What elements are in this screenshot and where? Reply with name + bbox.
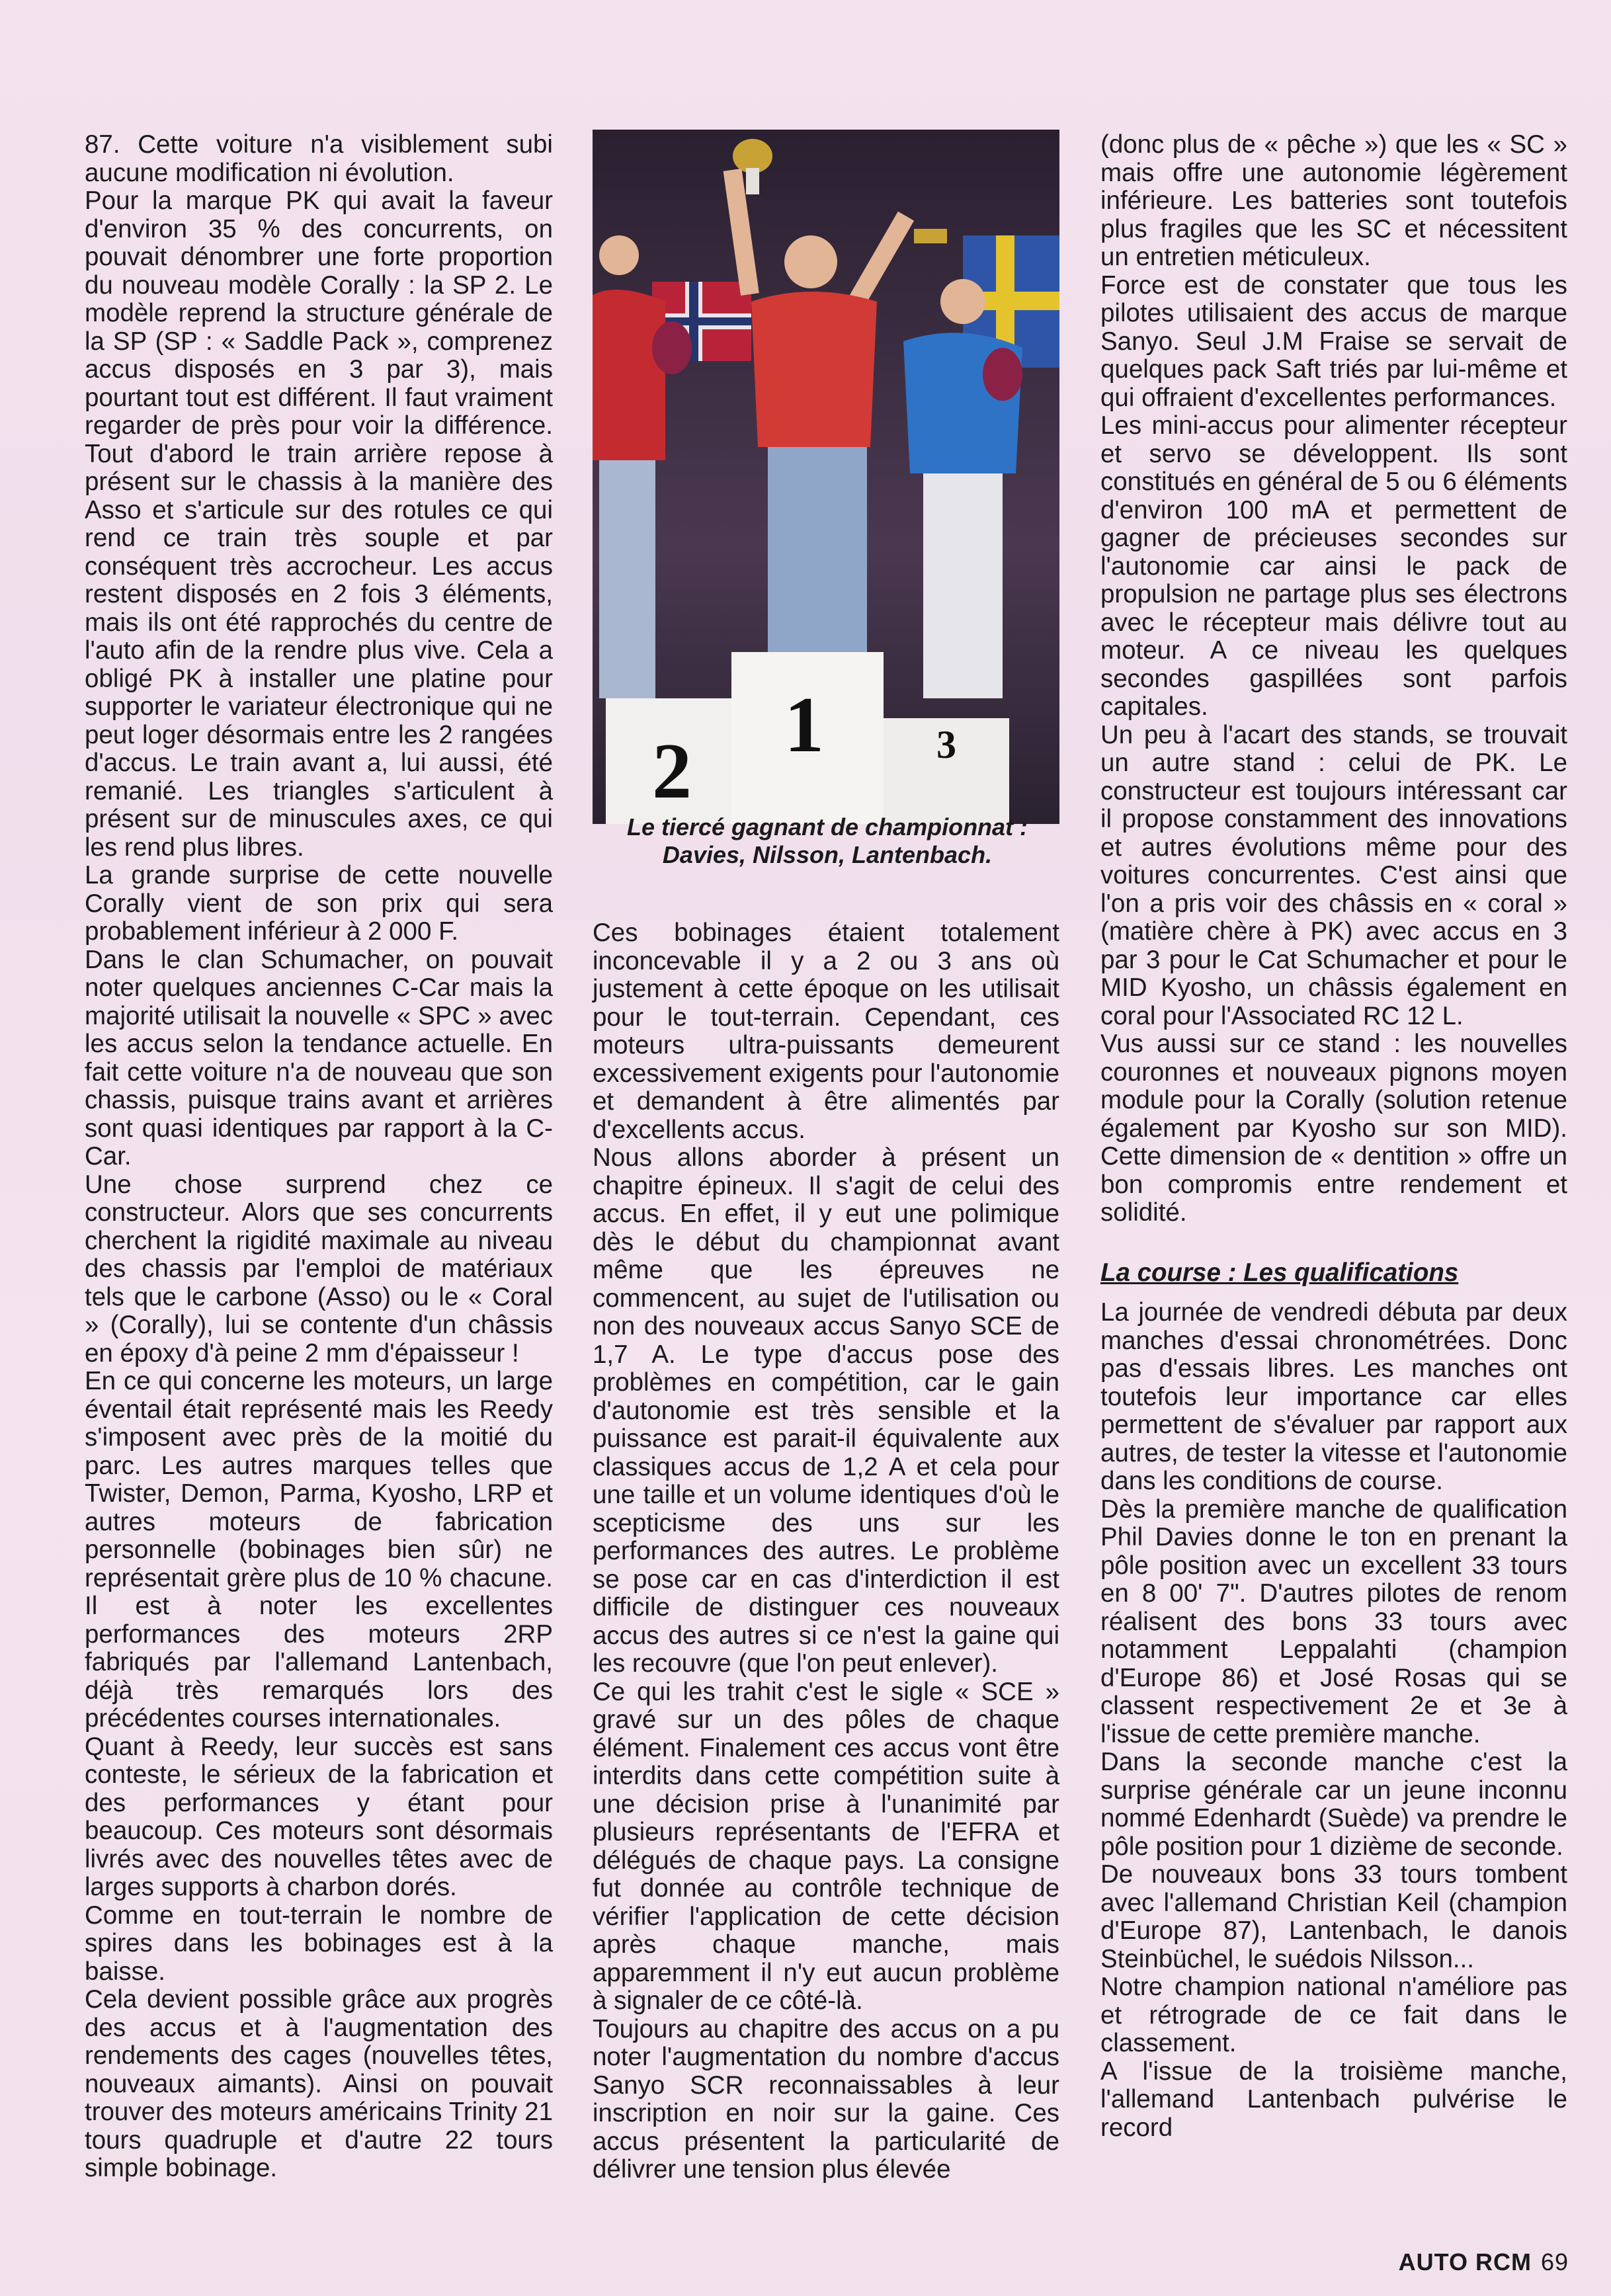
paragraph: Nous allons aborder à présent un chapitre épineux. Il s'agit de celui des accus. En effet, il y eut une polimique dès le début du championnat avant même que les épreuves ne commencent, au sujet de l'utilisation ou non des nouveaux accus Sanyo SCE de 1,7 A. Le type d'accus pose des problèmes en compétition, car le gain d'autonomie est très sensible et la puissance est parait-il équivalente aux classiques accus de 1,2 A et cela pour une taille et un volume identiques d'où le scepticisme des uns sur les performances des autres. Le problème se pose car en cas d'interdiction il est difficile de distinguer ces nouveaux accus des autres si ce n'est la gaine qui les recouvre (que l'on peut enlever).	[593, 1143, 1059, 1678]
paragraph: De nouveaux bons 33 tours tombent avec l'allemand Christian Keil (champion d'Europe 87), Lantenbach, le danois Steinbüchel, le suédois Nilsson...	[1100, 1860, 1567, 1973]
paragraph: Les mini-accus pour alimenter récepteur et servo se développent. Ils sont constitués en général de 5 ou 6 éléments d'environ 100 mA et permettent de gagner de précieuses secondes sur l'autonomie car ainsi le pack de propulsion ne partage plus ses électrons avec le récepteur mais délivre tout au moteur. A ce niveau les quelques secondes gaspillées sont parfois capitales.	[1100, 411, 1567, 721]
photo-caption: Le tiercé gagnant de championnat : Davies, Nilsson, Lantenbach.	[626, 813, 1028, 868]
paragraph: Comme en tout-terrain le nombre de spires dans les bobinages est à la baisse.	[85, 1901, 553, 1986]
podium-photo	[593, 130, 1059, 824]
paragraph: A l'issue de la troisième manche, l'allemand Lantenbach pulvérise le record	[1100, 2057, 1567, 2142]
podium-number: 2	[652, 727, 692, 815]
page-footer	[1399, 2248, 1569, 2276]
paragraph: La journée de vendredi débuta par deux manches d'essai chronométrées. Donc pas d'essais libres. Les manches ont toutefois leur importance car elles permettent de s'évaluer par rapport aux autres, de tester la vitesse et l'autonomie dans les conditions de course.	[1100, 1298, 1567, 1495]
magazine-name: AUTO RCM	[1398, 2248, 1532, 2276]
paragraph: Vus aussi sur ce stand : les nouvelles couronnes et nouveaux pignons moyen module pour la Corally (solution retenue également par Kyosho sur son MID). Cette dimension de « dentition » offre un bon compromis entre rendement et solidité.	[1100, 1030, 1567, 1227]
paragraph: Ce qui les trahit c'est le sigle « SCE » gravé sur un des pôles de chaque élément. Finalement ces accus vont être interdits dans cette compétition suite à une décision prise à l'unanimité par plusieurs représentants de l'EFRA et délégués de chaque pays. La consigne fut donnée au contrôle technique de vérifier l'application de cette décision après chaque manche, mais apparemment il n'y eut aucun problème à signaler de ce côté-là.	[593, 1677, 1059, 2015]
section-heading: La course : Les qualifications	[1100, 1258, 1459, 1287]
article-column-3	[1100, 131, 1567, 2142]
paragraph: Force est de constater que tous les pilotes utilisaient des accus de marque Sanyo. Seul J.M Fraise se servait de quelques pack Saft triés par lui-même et qui offraient d'excellentes performances.	[1100, 270, 1567, 412]
paragraph: Pour la marque PK qui avait la faveur d'environ 35 % des concurrents, on pouvait dénombrer une forte proportion du nouveau modèle Corally : la SP 2. Le modèle reprend la structure générale de la SP (SP : « Saddle Pack », comprenez accus disposés en 3 par 3), mais pourtant tout est différent. Il faut vraiment regarder de près pour voir la différence. Tout d'abord le train arrière repose à présent sur le chassis à la manière des Asso et s'articule sur des rotules ce qui rend ce train très souple et par conséquent très accrocheur. Les accus restent disposés en 2 fois 3 éléments, mais ils ont été rapprochés du centre de l'auto afin de la rendre plus vive. Cela a obligé PK à installer une platine pour supporter le variateur électronique qui ne peut loger désormais entre les 2 rangées d'accus. Le train avant a, lui aussi, été remanié. Les triangles s'articulent à présent sur de minuscules axes, ce qui les rend plus libres.	[85, 186, 553, 862]
article-column-1	[85, 131, 553, 2183]
paragraph: Un peu à l'acart des stands, se trouvait un autre stand : celui de PK. Le constructeur est toujours intéressant car il propose constamment des innovations et autres évolutions même pour des voitures concurrentes. C'est ainsi que l'on a pris voir des châssis en « coral » (matière chère à PK) avec accus en 3 par 3 pour le Cat Schumacher et pour le MID Kyosho, un châssis également en coral pour l'Associated RC 12 L.	[1100, 720, 1567, 1030]
paragraph: Dans la seconde manche c'est la surprise générale car un jeune inconnu nommé Edenhardt (Suède) va prendre le pôle position pour 1 dizième de seconde.	[1100, 1748, 1567, 1861]
paragraph: Dès la première manche de qualification Phil Davies donne le ton en prenant la pôle position avec un excellent 33 tours en 8 00' 7". D'autres pilotes de renom réalisent des bons 33 tours avec notamment Leppalahti (champion d'Europe 86) et José Rosas qui se classent respectivement 2e et 3e à l'issue de cette première manche.	[1100, 1495, 1567, 1748]
paragraph: Une chose surprend chez ce constructeur. Alors que ses concurrents cherchent la rigidité maximale au niveau des chassis par l'emploi de matériaux tels que le carbone (Asso) ou le « Coral » (Corally), lui se contente d'un châssis en époxy d'à peine 2 mm d'épaisseur !	[85, 1170, 553, 1368]
paragraph: Quant à Reedy, leur succès est sans conteste, le sérieux de la fabrication et des performances y étant pour beaucoup. Ces moteurs sont désormais livrés avec des nouvelles têtes avec de larges supports à charbon dorés.	[85, 1732, 553, 1901]
paragraph: Ces bobinages étaient totalement inconcevable il y a 2 ou 3 ans où justement à cette époque on les utilisait pour le tout-terrain. Cependant, ces moteurs ultra-puissants demeurent excessivement exigents pour l'autonomie et demandent à être alimentés par d'excellents accus.	[593, 919, 1059, 1144]
paragraph: (donc plus de « pêche ») que les « SC » mais offre une autonomie légèrement inférieure. Les batteries sont toutefois plus fragiles que les SC et nécessitent un entretien méticuleux.	[1100, 130, 1567, 271]
podium-number: 3	[936, 723, 956, 766]
paragraph: En ce qui concerne les moteurs, un large éventail était représenté mais les Reedy s'imposent avec près de la moitié du parc. Les autres marques telles que Twister, Demon, Parma, Kyosho, LRP et autres moteurs de fabrication personnelle (bobinages bien sûr) ne représentait grère plus de 10 % chacune. Il est à noter les excellentes performances des moteurs 2RP fabriqués par l'allemand Lantenbach, déjà très remarqués lors des précédentes courses internationales.	[85, 1367, 553, 1733]
paragraph: 87. Cette voiture n'a visiblement subi aucune modification ni évolution.	[85, 130, 553, 187]
paragraph: Dans le clan Schumacher, on pouvait noter quelques anciennes C-Car mais la majorité utilisait la nouvelle « SPC » avec les accus selon la tendance actuelle. En fait cette voiture n'a de nouveau que son chassis, puisque trains avant et arrières sont quasi identiques par rapport à la C-Car.	[85, 945, 553, 1170]
paragraph: La grande surprise de cette nouvelle Corally vient de son prix qui sera probablement inférieur à 2 000 F.	[85, 861, 553, 946]
paragraph: Cela devient possible grâce aux progrès des accus et à l'augmentation des rendements des cages (nouvelles têtes, nouveaux aimants). Ainsi on pouvait trouver des moteurs américains Trinity 21 tours quadruple et d'autre 22 tours simple bobinage.	[85, 1985, 553, 2182]
paragraph: Notre champion national n'améliore pas et rétrograde de ce fait dans le classement.	[1100, 1973, 1567, 2057]
article-column-2	[593, 919, 1059, 2184]
paragraph: Toujours au chapitre des accus on a pu noter l'augmentation du nombre d'accus Sanyo SCR reconnaissables à leur inscription en noir sur la gaine. Ces accus présentent la particularité de délivrer une tension plus élevée	[593, 2014, 1059, 2184]
podium-number: 1	[784, 680, 824, 768]
page-number: 69	[1540, 2248, 1569, 2276]
